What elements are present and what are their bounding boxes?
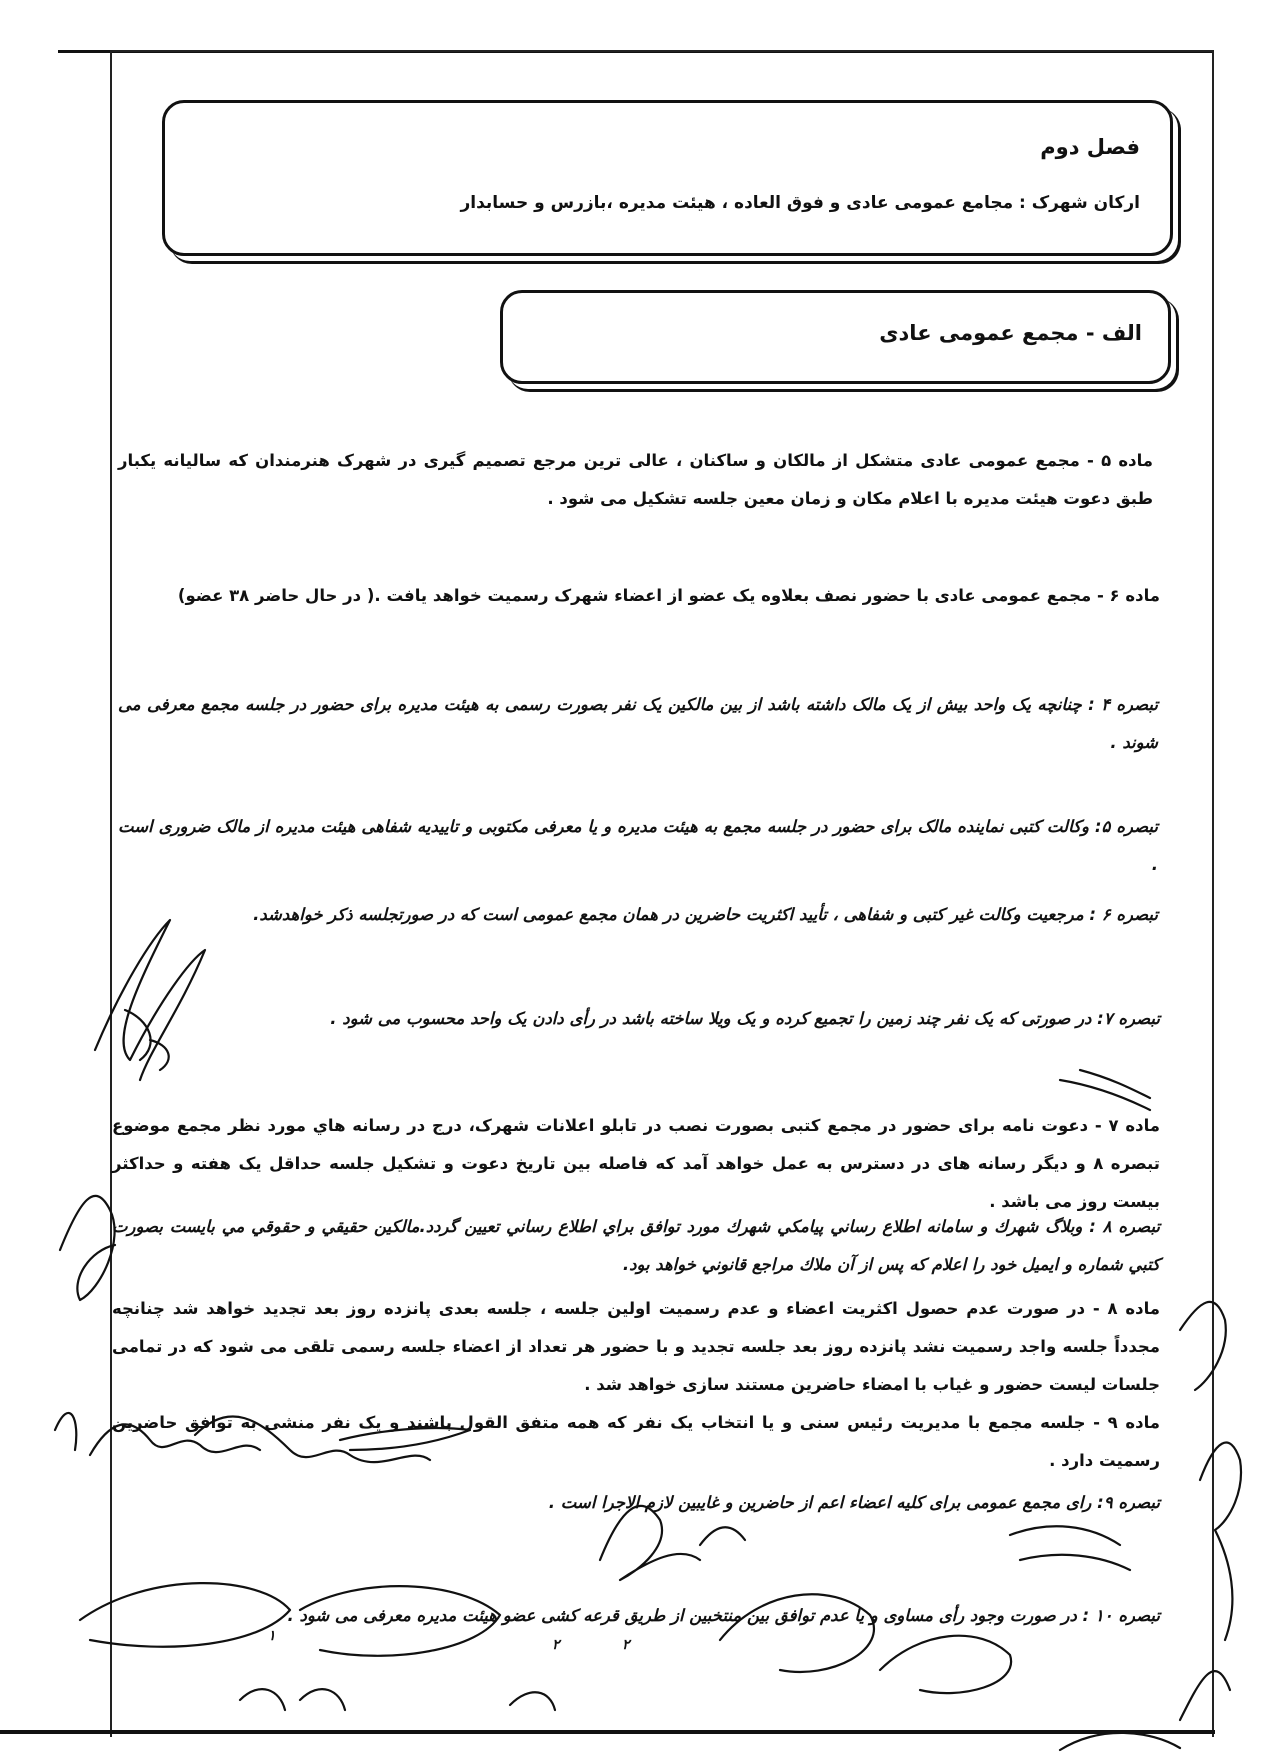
note-9: تبصره ۹: رای مجمع عمومی برای کلیه اعضاء اعم از حاضرین و غایبین لازم الاجرا است . [548,1493,1160,1512]
page-mark-b: ۲ [622,1637,630,1653]
note-10: تبصره ۱۰ : در صورت وجود رأی مساوی و یا عدم توافق بین منتخبین از طریق قرعه کشی عضو هیئت مدیره معرفی می شود . [287,1606,1160,1625]
note-8: تبصره ۸ : وبلاگ شهرك و سامانه اطلاع رساني پيامكي شهرك مورد توافق براي اطلاع رساني تعيين گردد.مالكين حقيقي و حقوقي مي بايست بصورت كتبي شماره و ايميل خود را اعلام كه پس از آن ملاك مراجع قانوني خواهد بود. [112,1217,1161,1274]
chapter-title: فصل دوم [1040,135,1140,159]
note-6: تبصره ۶ : مرجعیت وکالت غیر کتبی و شفاهی ، تأیید اکثریت حاضرین در همان مجمع عمومی است که در صورتجلسه ذکر خواهدشد. [253,905,1158,924]
page-mark-c: ۱ [268,1628,276,1644]
chapter-heading-box [162,100,1173,256]
note-7: تبصره ۷: در صورتی که یک نفر چند زمین را تجمیع کرده و یک ویلا ساخته باشد در رأی دادن یک واحد محسوب می شود . [330,1009,1160,1028]
section-title: الف - مجمع عمومی عادی [879,321,1142,345]
article-5: ماده ۵ - مجمع عمومی عادی متشکل از مالکان و ساکنان ، عالی ترین مرجع تصمیم گیری در شهرک هنرمندان که سالیانه یکبار طبق دعوت هیئت مدیره با اعلام مکان و زمان معین جلسه تشکیل می شود . [118,451,1153,508]
article-8: ماده ۸ - در صورت عدم حصول اکثریت اعضاء و عدم رسمیت اولین جلسه ، جلسه بعدی پانزده روز بعد تجدید خواهد شد چنانچه مجدداً جلسه واجد رسمیت نشد پانزده روز بعد جلسه تجدید و با حضور هر تعداد از اعضاء جلسه رسمی تلقی می شود که در تمامی جلسات لیست حضور و غیاب با امضاء حاضرین مستند سازی خواهد شد . [112,1299,1160,1394]
page-mark-a: ۲ [552,1637,560,1653]
note-5: تبصره ۵: وکالت کتبی نماینده مالک برای حضور در جلسه مجمع به هیئت مدیره و یا معرفی مکتوبی و تاییدیه شفاهی هیئت مدیره از مالک ضروری است . [118,817,1159,874]
article-6: ماده ۶ - مجمع عمومی عادی با حضور نصف بعلاوه یک عضو از اعضاء شهرک رسمیت خواهد یافت .( در حال حاضر ۳۸ عضو) [177,586,1160,605]
chapter-subtitle: ارکان شهرک : مجامع عمومی عادی و فوق العاده ، هیئت مدیره ،بازرس و حسابدار [460,193,1140,213]
article-9: ماده ۹ - جلسه مجمع با مدیریت رئیس سنی و یا انتخاب یک نفر که همه متفق القول باشند و یک نفر منشی به توافق حاضرین رسمیت دارد . [112,1413,1160,1470]
page-frame-bottom [0,1730,1215,1734]
note-4: تبصره ۴ : چنانچه یک واحد بیش از یک مالک داشته باشد از بین مالکین یک نفر بصورت رسمی به هیئت مدیره برای حضور در جلسه مجمع معرفی می شوند . [118,695,1158,752]
article-7: ماده ۷ - دعوت نامه برای حضور در مجمع کتبی بصورت نصب در تابلو اعلانات شهرک، درج در رسانه هاي مورد نظر مجمع موضوع تبصره ۸ و دیگر رسانه های در دسترس به عمل خواهد آمد که فاصله بین تاریخ دعوت و تشکیل جلسه حداقل یک هفته و حداکثر بیست روز می باشد . [112,1116,1160,1211]
signature-left-3 [60,1196,115,1300]
section-heading-box [500,290,1171,384]
